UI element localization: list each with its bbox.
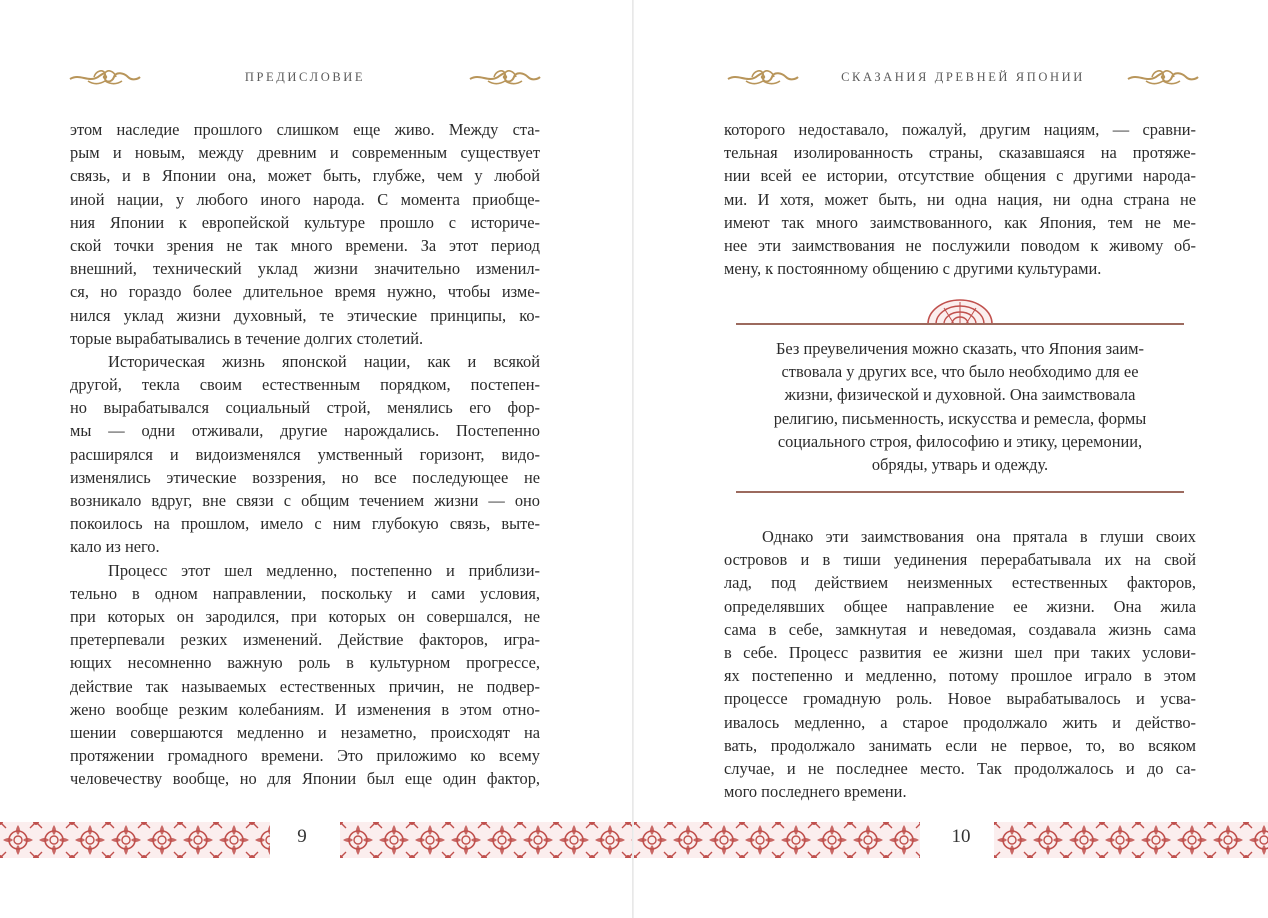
text-line: претерпевали резких изменений. Действие факторов, игра- (70, 630, 540, 650)
text-line: мы — одни отживали, другие нарождались. Постепенно (70, 421, 540, 441)
text-line: мого последнего времени. (724, 782, 907, 802)
right-running-title: СКАЗАНИЯ ДРЕВНЕЙ ЯПОНИИ (841, 69, 1085, 84)
text-line: изменялись этические воззрения, но все последующее не (70, 467, 540, 487)
text-line: имеют так много заимствованного, как Япония, тем не ме- (724, 212, 1196, 232)
left-running-title: ПРЕДИСЛОВИЕ (244, 69, 366, 84)
quote-bottom-rule (736, 491, 1184, 493)
right-running-head (726, 66, 1200, 88)
text-line: ния Японии к европейской культуре прошло с историче- (70, 212, 540, 232)
text-line: шении совершаются медленно и незаметно, происходят на (70, 722, 540, 742)
right-footer-ornament-band-left (634, 822, 920, 858)
text-line: этом наследие прошлого слишком еще живо. Между ста- (70, 120, 540, 139)
text-line: ющих несомненно важную роль в культурном прогрессе, (70, 653, 540, 673)
left-page-number: 9 (297, 826, 307, 847)
right-footer-ornament-band (994, 822, 1268, 858)
quote-top-rule (736, 323, 1184, 325)
pull-quote (736, 296, 1184, 496)
text-line: кало из него. (70, 537, 160, 557)
left-flourish-ornament-icon (68, 67, 142, 87)
text-line: торые вырабатывались в течение долгих столетий. (70, 328, 424, 348)
text-line: нее эти заимствования не послужили поводом к живому об- (724, 235, 1196, 255)
text-line: внешний, технический уклад жизни значительно изменил- (70, 259, 540, 279)
right-page-number: 10 (951, 826, 971, 847)
text-line: тельная изолированность страны, сказавшаяся на протяже- (724, 143, 1196, 163)
text-line: сама в себе, замкнутая и неведомая, создавала жизнь сама (724, 619, 1196, 639)
quote-line: обряды, утварь и одежду. (871, 455, 1049, 475)
text-line: ся, но гораздо более длительное время нужно, чтобы изме- (70, 282, 540, 302)
text-line: протяжении громадного времени. Это приложимо ко всему (70, 746, 540, 766)
text-line: при которых он зародился, при которых он совершался, не (70, 606, 540, 626)
text-line: возникало вдруг, вне связи с общим течением жизни — оно (70, 491, 540, 510)
text-line: определявших общее направление ее жизни. Она жила (724, 596, 1196, 616)
text-line: человечеству вообще, но для Японии был еще один фактор, (70, 769, 540, 789)
text-line: ивалось медленно, а старое продолжало жить и действо- (724, 712, 1196, 732)
left-body-text (70, 118, 540, 790)
left-running-head (68, 66, 542, 88)
quote-line: жизни, физической и духовной. Она заимствовала (784, 385, 1136, 405)
text-line: расширялся и видоизменялся умственный горизонт, видо- (70, 444, 540, 464)
text-line: но вырабатывался социальный строй, менялись его фор- (70, 398, 540, 418)
text-line: Историческая жизнь японской нации, как и всякой (108, 351, 540, 371)
text-line: связь, и в Японии она, может быть, глубже, чем у любой (70, 166, 540, 186)
text-line: ской точки зрения не так много времени. За этот период (70, 235, 540, 255)
left-page (0, 0, 632, 918)
quote-text (736, 337, 1184, 476)
right-flourish-ornament-icon (1126, 67, 1200, 87)
text-line: жено вообще резким колебаниям. И изменения в этом отно- (70, 699, 540, 719)
text-line: другой, текла своим естественным порядком, постепен- (70, 375, 540, 395)
text-line: Процесс этот шел медленно, постепенно и приблизи- (108, 560, 540, 580)
text-line: покоилось на прошлом, имело с ним глубокую связь, выте- (70, 514, 540, 534)
text-line: лад, под действием неизменных естественных факторов, (724, 573, 1196, 593)
text-line: действие так называемых естественных причин, не подвер- (70, 676, 540, 696)
quote-line: социального строя, философию и этику, церемонии, (777, 431, 1143, 451)
quote-line: религию, письменность, искусства и ремесла, формы (773, 408, 1147, 428)
right-page (634, 0, 1268, 918)
text-line: нился уклад жизни духовный, те этические принципы, ко- (70, 305, 540, 325)
fan-ornament-icon (924, 296, 996, 326)
text-line: тельно в одном направлении, поскольку и сами условия, (70, 583, 540, 603)
right-body-text-top (724, 118, 1196, 280)
right-body-text-bottom (724, 525, 1196, 803)
text-line: случае, и не последнее место. Так продолжалось и до са- (724, 758, 1196, 778)
text-line: нии всей ее истории, отсутствие общения с другими народа- (724, 166, 1196, 186)
text-line: иной нации, у любого иного народа. С момента приобще- (70, 189, 540, 209)
text-line: ми. И хотя, может быть, ни одна нация, ни одна страна не (724, 189, 1196, 209)
text-line: рым и новым, между древним и современным существует (70, 143, 540, 163)
text-line: вать, продолжало занимать если не первое, то, во всяком (724, 735, 1196, 755)
quote-line: ствовала у других все, что было необходимо для ее (781, 362, 1139, 382)
text-line: мену, к постоянному общению с другими культурами. (724, 259, 1102, 279)
text-line: процессе громадную роль. Новое вырабатывалось и усва- (724, 689, 1196, 709)
text-line: Однако эти заимствования она прятала в глуши своих (762, 527, 1196, 546)
quote-line: Без преувеличения можно сказать, что Япония заим- (776, 339, 1144, 358)
right-flourish-ornament-icon (468, 67, 542, 87)
left-flourish-ornament-icon (726, 67, 800, 87)
text-line: в себе. Процесс развития ее жизни шел при таких услови- (724, 642, 1196, 662)
left-footer-ornament-band (0, 822, 270, 858)
text-line: которого недоставало, пожалуй, другим нациям, — сравни- (724, 120, 1196, 139)
text-line: островов и в тиши уединения перерабатывала их на свой (724, 550, 1196, 570)
text-line: ях постепенно и медленно, потому прошлое играло в этом (724, 666, 1196, 686)
left-footer-ornament-band-right (340, 822, 632, 858)
